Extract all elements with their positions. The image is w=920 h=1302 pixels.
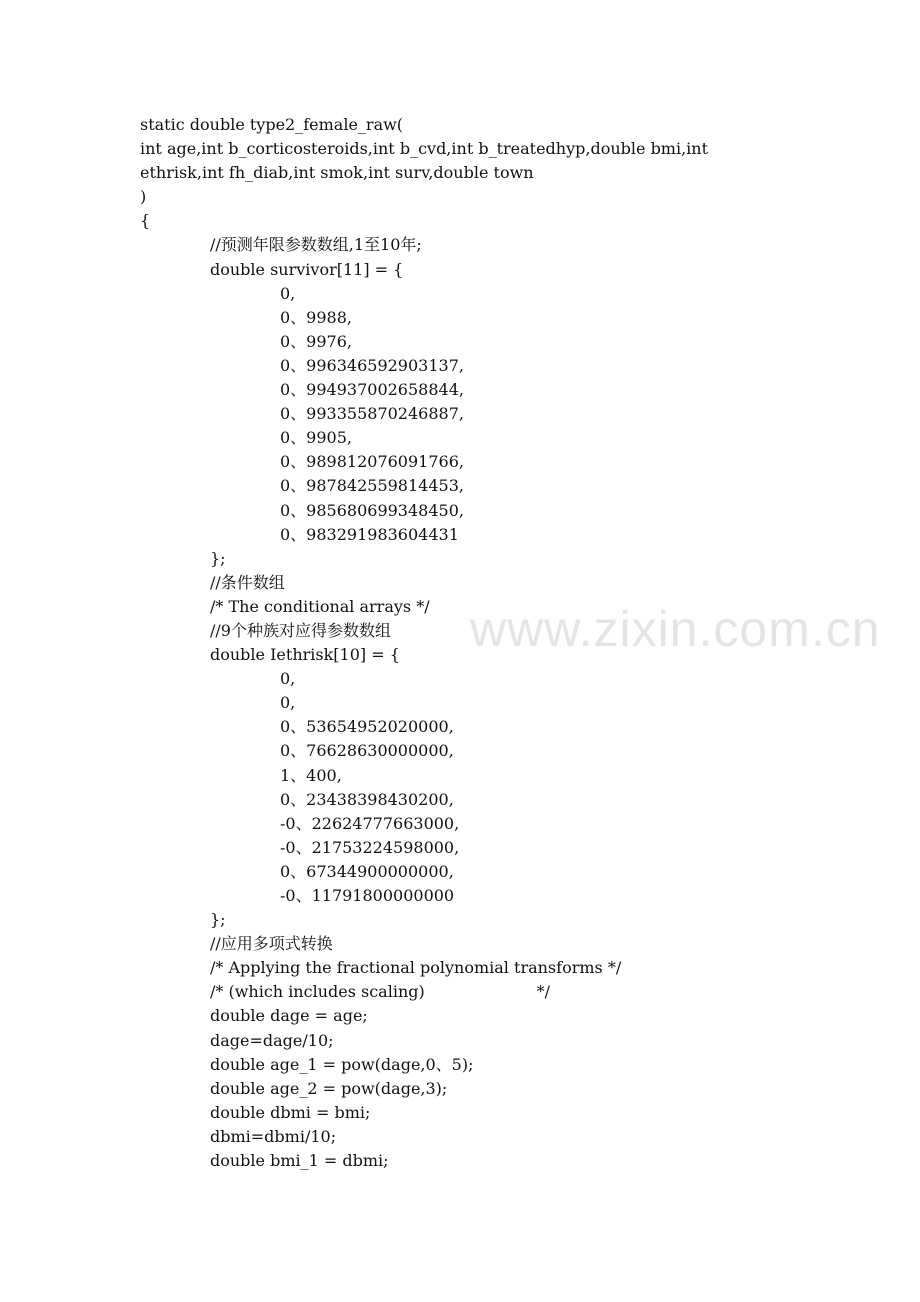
- survivor-value: 0、9976,: [280, 331, 352, 351]
- code-statement: dbmi=dbmi/10;: [210, 1126, 337, 1146]
- polynomial-comment-cn: //应用多项式转换: [210, 934, 333, 954]
- code-statement: double bmi_1 = dbmi;: [210, 1151, 389, 1171]
- survivor-value: 0、996346592903137,: [280, 355, 464, 375]
- polynomial-comment-en-2: /* (which includes scaling) */: [210, 982, 551, 1002]
- ethrisk-close-brace: };: [210, 910, 226, 930]
- code-statement: dage=dage/10;: [210, 1030, 334, 1050]
- function-body-open-brace: {: [140, 211, 151, 231]
- conditional-comment-en: /* The conditional arrays */: [210, 596, 430, 616]
- survivor-comment: //预测年限参数数组,1至10年;: [210, 235, 422, 255]
- survivor-value: 0,: [280, 283, 296, 303]
- function-signature-close-paren: ): [140, 187, 147, 207]
- conditional-comment-cn: //条件数组: [210, 572, 285, 592]
- code-statement: double age_1 = pow(dage,0、5);: [210, 1054, 474, 1074]
- code-statement: double dage = age;: [210, 1006, 368, 1026]
- survivor-value: 0、993355870246887,: [280, 404, 464, 424]
- code-statement: double dbmi = bmi;: [210, 1102, 371, 1122]
- survivor-value: 0、9988,: [280, 307, 352, 327]
- watermark: www.zixin.com.cn: [470, 601, 881, 657]
- polynomial-comment-en-1: /* Applying the fractional polynomial transforms */: [210, 958, 622, 978]
- survivor-value: 0、9905,: [280, 428, 352, 448]
- survivor-value: 0、987842559814453,: [280, 476, 464, 496]
- ethrisk-value: 0、23438398430200,: [280, 789, 454, 809]
- ethrisk-value: -0、22624777663000,: [280, 813, 460, 833]
- ethrisk-value: 0、76628630000000,: [280, 741, 454, 761]
- ethrisk-value: 0、53654952020000,: [280, 717, 454, 737]
- code-statement: double age_2 = pow(dage,3);: [210, 1078, 448, 1098]
- survivor-declaration: double survivor[11] = {: [210, 259, 404, 279]
- ethrisk-value: -0、21753224598000,: [280, 837, 460, 857]
- ethrisk-value: 0,: [280, 693, 296, 713]
- function-signature-line-1: static double type2_female_raw(: [140, 115, 404, 134]
- ethrisk-comment: //9个种族对应得参数数组: [210, 620, 391, 640]
- ethrisk-value: 0,: [280, 669, 296, 689]
- function-signature-line-3: ethrisk,int fh_diab,int smok,int surv,double town: [140, 163, 534, 183]
- survivor-value: 0、985680699348450,: [280, 500, 464, 520]
- ethrisk-value: -0、11791800000000: [280, 886, 455, 905]
- ethrisk-value: 1、400,: [280, 765, 342, 785]
- survivor-value: 0、989812076091766,: [280, 452, 464, 472]
- ethrisk-value: 0、67344900000000,: [280, 861, 454, 881]
- survivor-value: 0、983291983604431: [280, 524, 459, 544]
- function-signature-line-2: int age,int b_corticosteroids,int b_cvd,int b_treatedhyp,double bmi,int: [140, 139, 709, 159]
- code-listing: [140, 113, 800, 1173]
- survivor-close-brace: };: [210, 548, 226, 568]
- ethrisk-declaration: double Iethrisk[10] = {: [210, 645, 400, 665]
- survivor-value: 0、994937002658844,: [280, 380, 464, 400]
